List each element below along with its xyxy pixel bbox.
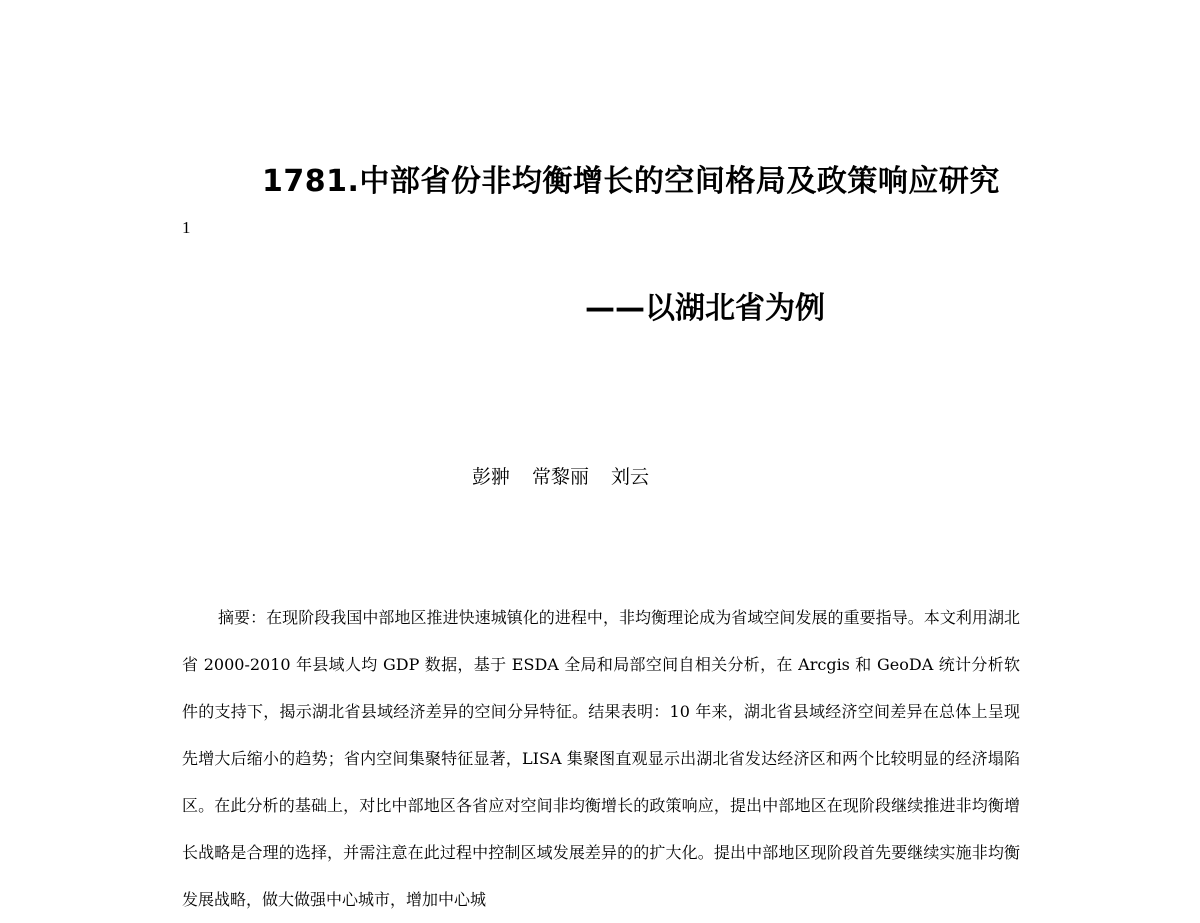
author-list bbox=[472, 462, 649, 489]
abstract-paragraph: 摘要：在现阶段我国中部地区推进快速城镇化的进程中，非均衡理论成为省域空间发展的重要指导。本文利用湖北省 2000-2010 年县域人均 GDP 数据，基于 ESDA 全局和局部空间自相关分析，在 Arcgis 和 GeoDA 统计分析软件的支持下，揭示湖北省县域经济差异的空间分异特征。结果表明：10 年来，湖北省县域经济空间差异在总体上呈现先增大后缩小的趋势；省内空间集聚特征显著，LISA 集聚图直观显示出湖北省发达经济区和两个比较明显的经济塌陷区。在此分析的基础上，对比中部地区各省应对空间非均衡增长的政策响应，提出中部地区在现阶段继续推进非均衡增长战略是合理的选择，并需注意在此过程中控制区域发展差异的的扩大化。提出中部地区现阶段首先要继续实施非均衡发展战略，做大做强中心城市，增加中心城 bbox=[182, 608, 1020, 909]
author-name: 常黎丽 bbox=[532, 466, 590, 488]
footnote-mark: 1 bbox=[182, 218, 191, 237]
paper-subtitle: ——以湖北省为例 bbox=[585, 291, 825, 326]
paper-title: 1781.中部省份非均衡增长的空间格局及政策响应研究 bbox=[262, 164, 1000, 199]
author-name: 彭翀 bbox=[472, 466, 511, 488]
author-name: 刘云 bbox=[611, 466, 650, 488]
